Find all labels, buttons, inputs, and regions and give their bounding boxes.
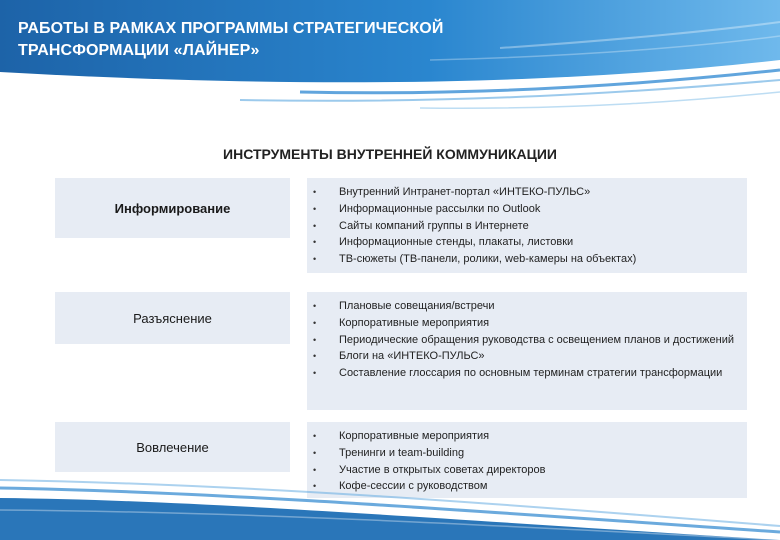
- category-explaining: [55, 292, 290, 344]
- section-title: ИНСТРУМЕНТЫ ВНУТРЕННЕЙ КОММУНИКАЦИИ: [223, 146, 557, 162]
- bullet-icon: •: [313, 317, 317, 328]
- bullet-list: [313, 298, 737, 382]
- title-line-2: ТРАНСФОРМАЦИИ «ЛАЙНЕР»: [18, 42, 260, 59]
- list-item: • Участие в открытых советах директоров: [313, 462, 737, 479]
- list-item: • Сайты компаний группы в Интернете: [313, 218, 737, 235]
- list-item: • Плановые совещания/встречи: [313, 298, 737, 315]
- bullet-icon: •: [313, 301, 317, 311]
- list-item: • Внутренний Интранет-портал «ИНТЕКО-ПУЛЬС»: [313, 184, 737, 201]
- list-item: • Корпоративные мероприятия: [313, 315, 737, 332]
- list-item: • Кофе-сессии с руководством: [313, 478, 737, 495]
- category-label: Разъяснение: [133, 310, 212, 326]
- bullet-icon: •: [313, 481, 317, 492]
- category-label: Информирование: [114, 200, 231, 216]
- list-item: • Периодические обращения руководства с освещением планов и достижений: [313, 332, 737, 349]
- bullet-icon: •: [313, 254, 317, 265]
- footer-background: [0, 470, 780, 540]
- bullet-icon: •: [313, 237, 317, 248]
- bullet-icon: •: [313, 447, 317, 458]
- list-item: • Блоги на «ИНТЕКО-ПУЛЬС»: [313, 348, 737, 365]
- category-informing: [55, 178, 290, 238]
- category-label: Вовлечение: [136, 439, 209, 455]
- bullet-icon: •: [313, 464, 317, 475]
- category-engagement: [55, 422, 290, 472]
- bullet-icon: •: [313, 351, 317, 362]
- bullet-icon: •: [313, 334, 317, 345]
- list-item: • Тренинги и team-building: [313, 445, 737, 462]
- bullet-icon: •: [313, 203, 317, 214]
- bullet-icon: •: [313, 187, 317, 197]
- bullet-icon: •: [313, 368, 317, 379]
- bullet-icon: •: [313, 431, 317, 441]
- list-item: • ТВ-сюжеты (ТВ-панели, ролики, web-камеры на объектах): [313, 251, 737, 268]
- bullet-list: [313, 184, 737, 268]
- list-item: • Корпоративные мероприятия: [313, 428, 737, 445]
- title-line-1: РАБОТЫ В РАМКАХ ПРОГРАММЫ СТРАТЕГИЧЕСКОЙ: [18, 20, 444, 37]
- list-item: • Составление глоссария по основным терминам стратегии трансформации: [313, 365, 737, 382]
- items-explaining: [307, 292, 747, 410]
- items-informing: [307, 178, 747, 273]
- page-title: [18, 18, 578, 62]
- bullet-icon: •: [313, 220, 317, 231]
- list-item: • Информационные рассылки по Outlook: [313, 201, 737, 218]
- list-item: • Информационные стенды, плакаты, листовки: [313, 234, 737, 251]
